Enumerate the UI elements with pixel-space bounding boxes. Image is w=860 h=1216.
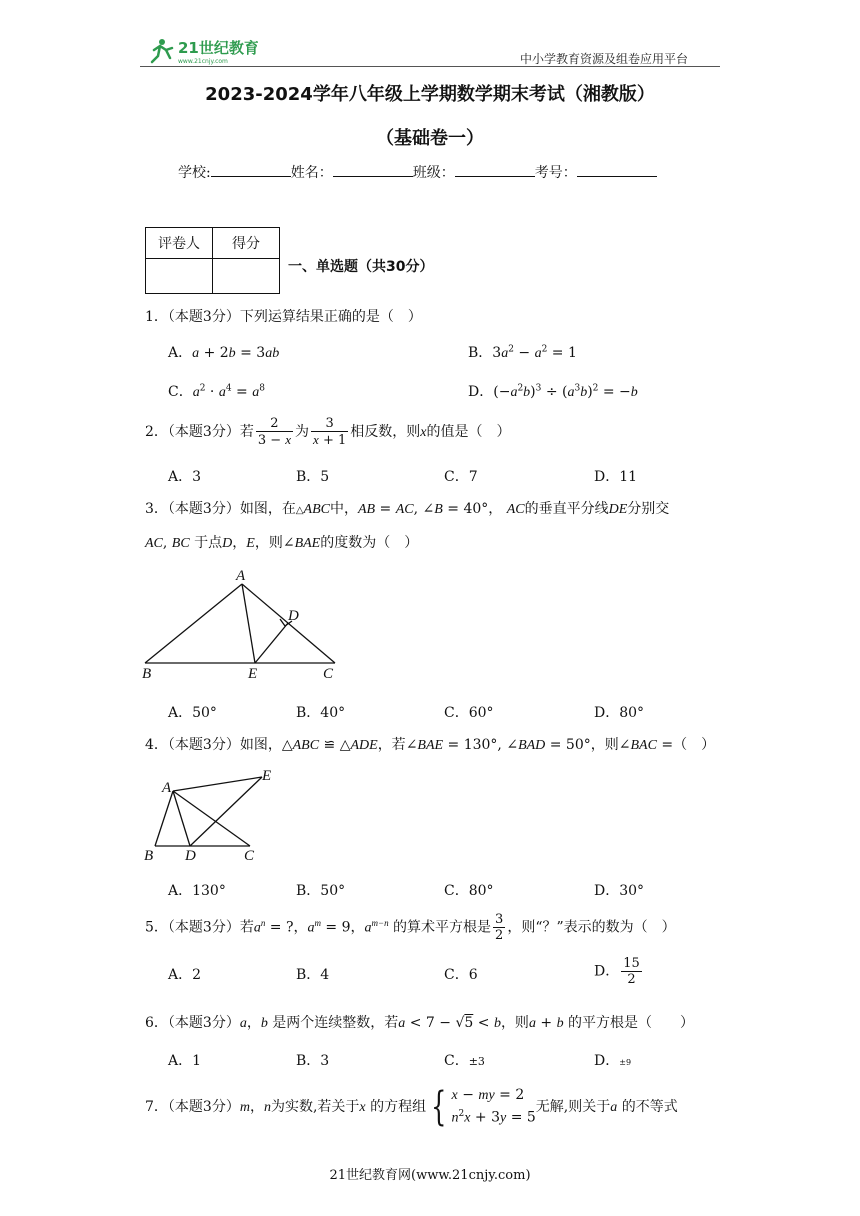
q5-option-b[interactable]: B．4 [296,967,330,983]
q1-option-b[interactable]: B．$3a^2 - a^2 = 1$ [468,344,577,361]
reviewer-cell[interactable] [146,259,213,294]
label-e: E [262,768,272,784]
question-3-line-2: AC, BC 于点D，E，则∠BAE的度数为（ ） [145,535,419,551]
page-title: 2023-2024学年八年级上学期数学期末考试（湘教版） [205,84,655,105]
class-label: 班级： [412,165,455,181]
q5-option-c[interactable]: C．6 [444,967,478,983]
q6-option-b[interactable]: B．3 [296,1053,330,1069]
question-7: 7．（本题3分）m，n为实数,若关于x 的方程组 { x − my = 2 $n^2x + 3y = 5$无解,则关于a 的不等式 [145,1083,678,1130]
exam-no-field[interactable] [577,162,657,177]
q6-option-a[interactable]: A．1 [168,1053,202,1069]
q5-option-d[interactable]: D． $\frac{15}{2}$ [594,956,640,987]
logo-url: www.21cnjy.com [178,58,228,65]
label-c: C [244,848,255,864]
page-subtitle: （基础卷一） [376,128,484,149]
q6-option-d[interactable]: D．±9 [594,1053,632,1069]
school-label: 学校: [178,165,211,181]
label-b: B [142,666,152,682]
school-field[interactable] [211,162,291,177]
q3-option-d[interactable]: D．80° [594,705,645,721]
q4-option-d[interactable]: D．30° [594,883,645,899]
platform-label: 中小学教育资源及组卷应用平台 [520,52,689,66]
q4-option-c[interactable]: C．80° [444,883,494,899]
runner-logo-icon [148,36,258,66]
label-b: B [144,848,154,864]
q1-option-d[interactable]: D．$(-a^2b)^3 \div (a^3b)^2 = -b$ [468,383,638,400]
q4-triangle-figure [140,764,290,864]
q2-option-a[interactable]: A．3 [168,469,202,485]
q3-option-a[interactable]: A．50° [168,705,217,721]
label-a: A [162,780,172,796]
question-6: 6．（本题3分）a，b 是两个连续整数，若a < 7 − √5 < b，则a + b 的平方根是（ ） [145,1015,695,1031]
exam-no-label: 考号： [534,165,577,181]
reviewer-header: 评卷人 [146,228,213,259]
q4-option-b[interactable]: B．50° [296,883,346,899]
score-header: 得分 [213,228,280,259]
question-3-line-1: 3．（本题3分）如图，在△ABC中，AB = AC, ∠B = 40°， AC的垂直平分线DE分别交 [145,501,670,517]
q4-option-a[interactable]: A．130° [168,883,226,899]
header-logo [148,36,258,66]
q5-option-a[interactable]: A．2 [168,967,202,983]
question-2: 2．（本题3分）若 $\frac{2}{3 - x}$ 为 $\frac{3}{x + 1}$ 相反数，则x的值是（ ） [145,416,511,448]
score-table [145,227,280,294]
label-a: A [236,568,246,584]
section-heading: 一、单选题（共30分） [288,259,434,275]
q2-option-c[interactable]: C．7 [444,469,478,485]
label-d: D [185,848,196,864]
class-field[interactable] [455,162,535,177]
q3-triangle-figure [140,566,350,682]
label-e: E [248,666,258,682]
q1-option-c[interactable]: C．$a^2 \cdot a^4 = a^8$ [168,383,265,400]
name-field[interactable] [333,162,413,177]
q1-option-a[interactable]: A．a + 2b = 3ab [168,345,280,361]
score-cell[interactable] [213,259,280,294]
q3-option-b[interactable]: B．40° [296,705,346,721]
q6-option-c[interactable]: C．±3 [444,1053,485,1069]
name-label: 姓名： [290,165,333,181]
question-4: 4．（本题3分）如图，△ABC ≌ △ADE，若∠BAE = 130°, ∠BAD = 50°，则∠BAC =（ ） [145,737,716,753]
header-rule [140,66,720,67]
logo-text: 21世纪教育 [178,39,258,57]
q2-option-b[interactable]: B．5 [296,469,330,485]
q2-option-d[interactable]: D．11 [594,469,638,485]
question-1: 1．（本题3分）下列运算结果正确的是（ ） [145,309,422,325]
question-5: 5．（本题3分）若$a^n$ = ?，$a^m = 9$，$a^{m-n}$ 的算术平方根是 $\frac{3}{2}$ ，则“？”表示的数为（ ） [145,912,676,943]
info-line [178,162,657,182]
label-d: D [288,608,299,624]
label-c: C [323,666,334,682]
q3-option-c[interactable]: C．60° [444,705,494,721]
page-footer: 21世纪教育网(www.21cnjy.com) [329,1168,531,1183]
